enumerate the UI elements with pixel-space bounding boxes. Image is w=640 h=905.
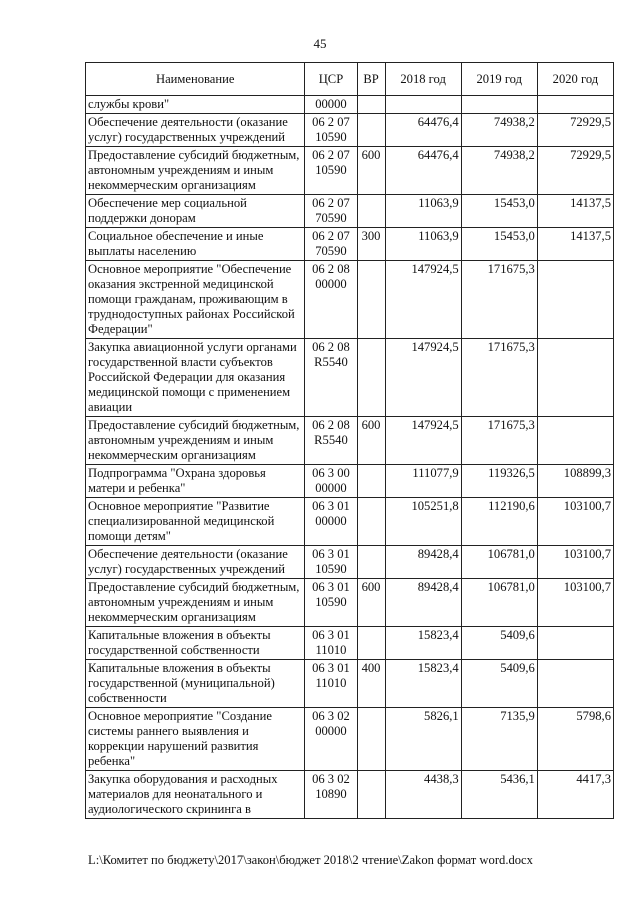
cell-csr: 06 3 02 10890	[305, 771, 357, 819]
cell-vr	[357, 771, 385, 819]
table-header-row	[86, 63, 614, 96]
table-row	[86, 579, 614, 627]
cell-2020: 108899,3	[537, 465, 613, 498]
cell-vr: 600	[357, 147, 385, 195]
cell-csr: 06 3 02 00000	[305, 708, 357, 771]
cell-2019: 15453,0	[461, 228, 537, 261]
cell-vr: 400	[357, 660, 385, 708]
cell-vr: 300	[357, 228, 385, 261]
header-2018: 2018 год	[385, 63, 461, 96]
header-name: Наименование	[86, 63, 305, 96]
cell-2018: 11063,9	[385, 228, 461, 261]
cell-2018: 147924,5	[385, 417, 461, 465]
cell-2019: 171675,3	[461, 417, 537, 465]
cell-2018: 15823,4	[385, 627, 461, 660]
cell-csr: 06 2 08 00000	[305, 261, 357, 339]
cell-name: Социальное обеспечение и иные выплаты населению	[86, 228, 305, 261]
cell-csr: 06 2 08 R5540	[305, 417, 357, 465]
cell-vr	[357, 546, 385, 579]
cell-csr: 06 3 01 10590	[305, 546, 357, 579]
cell-name: службы крови"	[86, 96, 305, 114]
cell-2020	[537, 96, 613, 114]
table-row	[86, 261, 614, 339]
cell-name: Подпрограмма "Охрана здоровья матери и ребенка"	[86, 465, 305, 498]
cell-2018: 64476,4	[385, 147, 461, 195]
cell-2019: 74938,2	[461, 147, 537, 195]
table-body	[86, 96, 614, 819]
cell-2019: 15453,0	[461, 195, 537, 228]
cell-2019: 7135,9	[461, 708, 537, 771]
cell-2018: 11063,9	[385, 195, 461, 228]
table-row	[86, 147, 614, 195]
cell-name: Капитальные вложения в объекты государственной собственности	[86, 627, 305, 660]
header-csr: ЦСР	[305, 63, 357, 96]
cell-2020	[537, 339, 613, 417]
cell-vr	[357, 627, 385, 660]
cell-2018: 111077,9	[385, 465, 461, 498]
cell-2018	[385, 96, 461, 114]
cell-2018: 89428,4	[385, 579, 461, 627]
table-row	[86, 465, 614, 498]
cell-2019: 5409,6	[461, 627, 537, 660]
table-row	[86, 771, 614, 819]
cell-2019: 171675,3	[461, 261, 537, 339]
cell-vr: 600	[357, 417, 385, 465]
cell-2019: 5436,1	[461, 771, 537, 819]
cell-2020: 103100,7	[537, 579, 613, 627]
cell-2019: 5409,6	[461, 660, 537, 708]
cell-csr: 06 2 07 10590	[305, 147, 357, 195]
cell-2019: 119326,5	[461, 465, 537, 498]
cell-2020: 103100,7	[537, 498, 613, 546]
table-row	[86, 498, 614, 546]
cell-vr	[357, 498, 385, 546]
cell-vr	[357, 261, 385, 339]
cell-2019: 106781,0	[461, 546, 537, 579]
cell-vr	[357, 339, 385, 417]
table-row	[86, 114, 614, 147]
cell-name: Основное мероприятие "Создание системы раннего выявления и коррекции нарушений развития ребенка"	[86, 708, 305, 771]
cell-vr: 600	[357, 579, 385, 627]
cell-vr	[357, 96, 385, 114]
header-2020: 2020 год	[537, 63, 613, 96]
cell-2018: 15823,4	[385, 660, 461, 708]
cell-2020: 14137,5	[537, 195, 613, 228]
cell-2018: 147924,5	[385, 261, 461, 339]
table-row	[86, 627, 614, 660]
cell-2020	[537, 660, 613, 708]
table-row	[86, 660, 614, 708]
cell-2020: 4417,3	[537, 771, 613, 819]
cell-2020: 103100,7	[537, 546, 613, 579]
cell-name: Закупка авиационной услуги органами государственной власти субъектов Российской Федерации для оказания медицинской помощи с применением авиации	[86, 339, 305, 417]
cell-2020	[537, 417, 613, 465]
cell-2020	[537, 261, 613, 339]
cell-2019: 74938,2	[461, 114, 537, 147]
footer-file-path: L:\Комитет по бюджету\2017\закон\бюджет 2018\2 чтение\Zakon формат word.docx	[88, 853, 533, 867]
cell-2018: 4438,3	[385, 771, 461, 819]
table-row	[86, 96, 614, 114]
cell-name: Основное мероприятие "Обеспечение оказания экстренной медицинской помощи гражданам, проживающим в труднодоступных районах Российской Федерации"	[86, 261, 305, 339]
cell-csr: 06 2 07 10590	[305, 114, 357, 147]
cell-csr: 06 3 00 00000	[305, 465, 357, 498]
cell-name: Предоставление субсидий бюджетным, автономным учреждениям и иным некоммерческим организациям	[86, 417, 305, 465]
header-2019: 2019 год	[461, 63, 537, 96]
cell-2018: 89428,4	[385, 546, 461, 579]
table-row	[86, 417, 614, 465]
cell-2020	[537, 627, 613, 660]
cell-name: Предоставление субсидий бюджетным, автономным учреждениям и иным некоммерческим организациям	[86, 147, 305, 195]
cell-vr	[357, 708, 385, 771]
cell-2019	[461, 96, 537, 114]
cell-name: Обеспечение деятельности (оказание услуг) государственных учреждений	[86, 114, 305, 147]
cell-name: Обеспечение мер социальной поддержки донорам	[86, 195, 305, 228]
table-row	[86, 339, 614, 417]
cell-2018: 105251,8	[385, 498, 461, 546]
cell-2020: 5798,6	[537, 708, 613, 771]
cell-2020: 14137,5	[537, 228, 613, 261]
table-row	[86, 708, 614, 771]
table-row	[86, 195, 614, 228]
cell-csr: 06 3 01 11010	[305, 660, 357, 708]
cell-csr: 06 3 01 10590	[305, 579, 357, 627]
cell-vr	[357, 195, 385, 228]
cell-vr	[357, 114, 385, 147]
cell-2020: 72929,5	[537, 147, 613, 195]
table-row	[86, 228, 614, 261]
header-vr: ВР	[357, 63, 385, 96]
cell-name: Обеспечение деятельности (оказание услуг) государственных учреждений	[86, 546, 305, 579]
cell-2019: 106781,0	[461, 579, 537, 627]
cell-name: Основное мероприятие "Развитие специализированной медицинской помощи детям"	[86, 498, 305, 546]
cell-2019: 112190,6	[461, 498, 537, 546]
cell-vr	[357, 465, 385, 498]
cell-name: Предоставление субсидий бюджетным, автономным учреждениям и иным некоммерческим организациям	[86, 579, 305, 627]
cell-name: Закупка оборудования и расходных материалов для неонатального и аудиологического скрининга в	[86, 771, 305, 819]
budget-table	[85, 62, 614, 819]
cell-csr: 06 2 07 70590	[305, 228, 357, 261]
cell-2020: 72929,5	[537, 114, 613, 147]
cell-csr: 00000	[305, 96, 357, 114]
cell-csr: 06 2 07 70590	[305, 195, 357, 228]
page-number: 45	[313, 36, 327, 51]
cell-name: Капитальные вложения в объекты государственной (муниципальной) собственности	[86, 660, 305, 708]
cell-2018: 5826,1	[385, 708, 461, 771]
cell-csr: 06 3 01 11010	[305, 627, 357, 660]
cell-2019: 171675,3	[461, 339, 537, 417]
cell-csr: 06 2 08 R5540	[305, 339, 357, 417]
cell-2018: 64476,4	[385, 114, 461, 147]
cell-2018: 147924,5	[385, 339, 461, 417]
table-row	[86, 546, 614, 579]
cell-csr: 06 3 01 00000	[305, 498, 357, 546]
